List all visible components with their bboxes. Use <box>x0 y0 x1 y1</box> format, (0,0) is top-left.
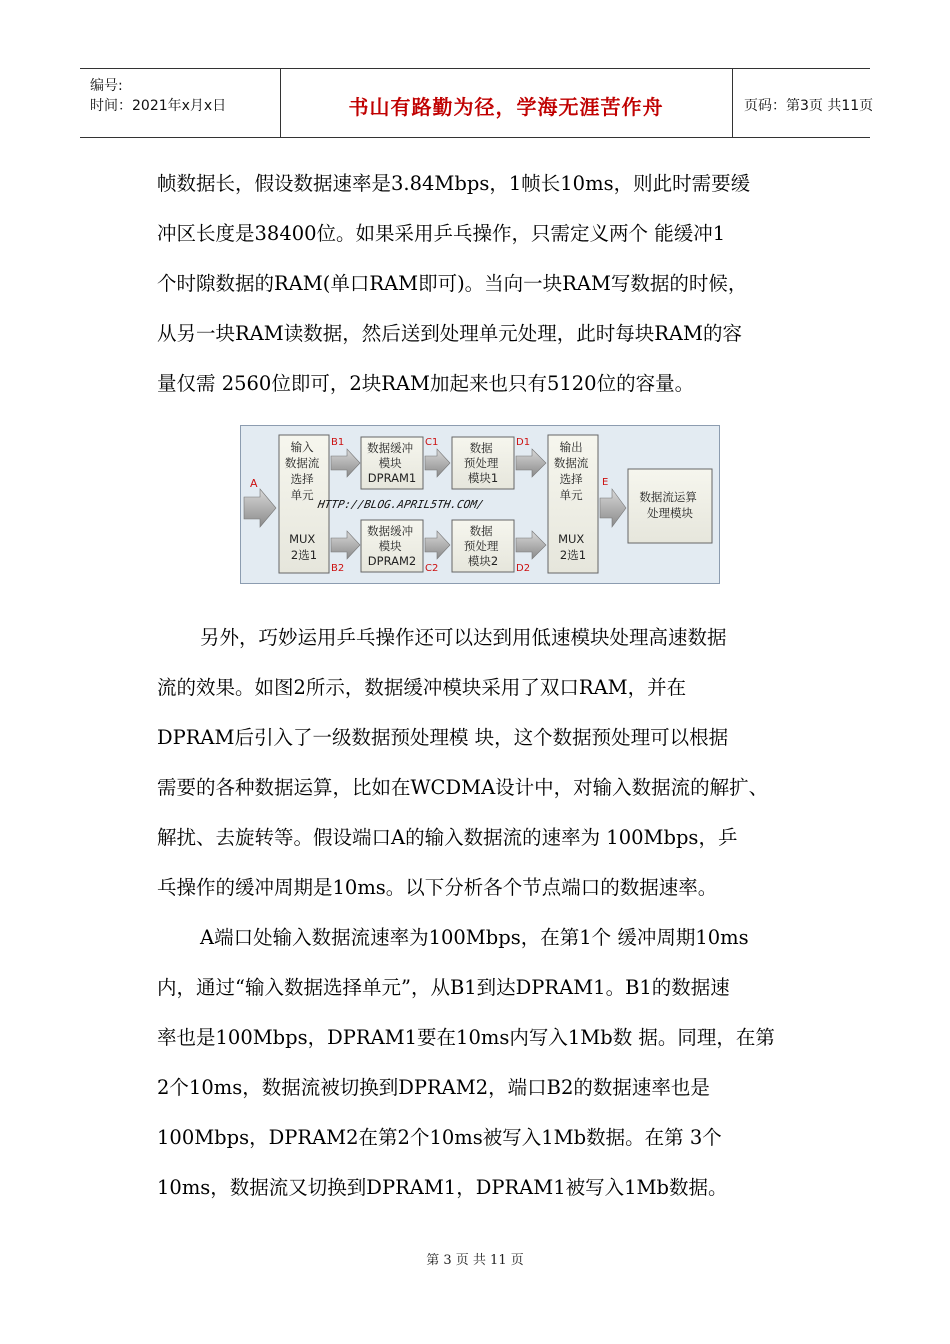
page-header <box>80 68 874 138</box>
text-line: 帧数据长，假设数据速率是3.84Mbps，1帧长10ms，则此时需要缓 <box>157 172 751 195</box>
output-select-line: 数据流 <box>553 456 589 470</box>
output-mux-line: MUX <box>558 532 585 546</box>
pre1-line: 预处理 <box>463 456 499 470</box>
buffer1-line: 数据缓冲 <box>367 441 414 455</box>
label-c2: C2 <box>425 563 439 574</box>
text-line: 2个10ms，数据流被切换到DPRAM2，端口B2的数据速率也是 <box>157 1076 710 1099</box>
label-c1: C1 <box>425 437 439 448</box>
motto: 书山有路勤为径，学海无涯苦作舟 <box>348 95 664 119</box>
input-select-line: 选择 <box>290 472 314 486</box>
output-select-line: 输出 <box>559 440 583 454</box>
text-line: 乓操作的缓冲周期是10ms。以下分析各个节点端口的数据速率。 <box>157 876 718 899</box>
header-page-label: 页码：第3页 共11页 <box>744 98 874 114</box>
output-mux-line: 2选1 <box>559 548 587 562</box>
output-select-line: 选择 <box>559 472 583 486</box>
buffer1-line: DPRAM1 <box>367 471 417 485</box>
pre1-line: 模块1 <box>467 471 499 485</box>
input-mux-line: 2选1 <box>290 548 318 562</box>
buffer2-line: 模块 <box>378 539 402 553</box>
text-line: 流的效果。如图2所示，数据缓冲模块采用了双口RAM，并在 <box>157 676 687 699</box>
text-line: 率也是100Mbps，DPRAM1要在10ms内写入1Mb数 据。同理，在第 <box>157 1026 775 1049</box>
watermark: HTTP://BLOG.APRIL5TH.COM/ <box>316 498 485 511</box>
time-label: 时间：2021年x月x日 <box>90 98 227 114</box>
pre2-line: 模块2 <box>467 554 499 568</box>
text-line: 冲区长度是38400位。如果采用乒乓操作，只需定义两个 能缓冲1 <box>157 222 726 245</box>
text-line: DPRAM后引入了一级数据预处理模 块，这个数据预处理可以根据 <box>157 726 729 749</box>
text-line: 另外，巧妙运用乒乓操作还可以达到用低速模块处理高速数据 <box>200 626 727 649</box>
text-line: 内，通过“输入数据选择单元”，从B1到达DPRAM1。B1的数据速 <box>157 976 730 999</box>
output-select-line: 单元 <box>559 488 583 502</box>
text-line: 从另一块RAM读数据，然后送到处理单元处理，此时每块RAM的容 <box>157 322 742 345</box>
label-b1: B1 <box>331 437 345 448</box>
label-a: A <box>250 477 258 490</box>
header-page-cell <box>732 69 874 137</box>
text-line: 个时隙数据的RAM(单口RAM即可)。当向一块RAM写数据的时候， <box>157 272 748 295</box>
label-b2: B2 <box>331 563 345 574</box>
input-select-line: 数据流 <box>284 456 320 470</box>
proc-line: 数据流运算 <box>639 490 697 504</box>
diagram-svg <box>240 425 720 584</box>
text-line: 需要的各种数据运算，比如在WCDMA设计中，对输入数据流的解扩、 <box>157 776 769 799</box>
input-mux-line: MUX <box>289 532 316 546</box>
pre2-line: 预处理 <box>463 539 499 553</box>
text-line: 100Mbps，DPRAM2在第2个10ms被写入1Mb数据。在第 3个 <box>157 1126 722 1149</box>
pre2-line: 数据 <box>469 524 493 538</box>
page-footer: 第 3 页 共 11 页 <box>426 1253 524 1268</box>
label-d1: D1 <box>516 437 531 448</box>
buffer2-line: 数据缓冲 <box>367 524 414 538</box>
proc-line: 处理模块 <box>647 506 693 520</box>
number-label: 编号: <box>90 78 123 94</box>
label-e: E <box>602 477 609 488</box>
buffer2-line: DPRAM2 <box>367 554 417 568</box>
buffer1-line: 模块 <box>378 456 402 470</box>
header-motto-cell <box>280 69 733 137</box>
input-select-line: 单元 <box>290 488 314 502</box>
header-info-cell <box>80 69 281 137</box>
text-line: 10ms，数据流又切换到DPRAM1，DPRAM1被写入1Mb数据。 <box>157 1176 728 1199</box>
pre1-line: 数据 <box>469 441 493 455</box>
label-d2: D2 <box>516 563 531 574</box>
input-select-line: 输入 <box>290 440 314 454</box>
text-line: 量仅需 2560位即可，2块RAM加起来也只有5120位的容量。 <box>157 372 695 395</box>
ping-pong-diagram <box>240 425 720 584</box>
text-line: A端口处输入数据流速率为100Mbps，在第1个 缓冲周期10ms <box>200 926 749 949</box>
text-line: 解扰、去旋转等。假设端口A的输入数据流的速率为 100Mbps，乒 <box>157 826 738 849</box>
